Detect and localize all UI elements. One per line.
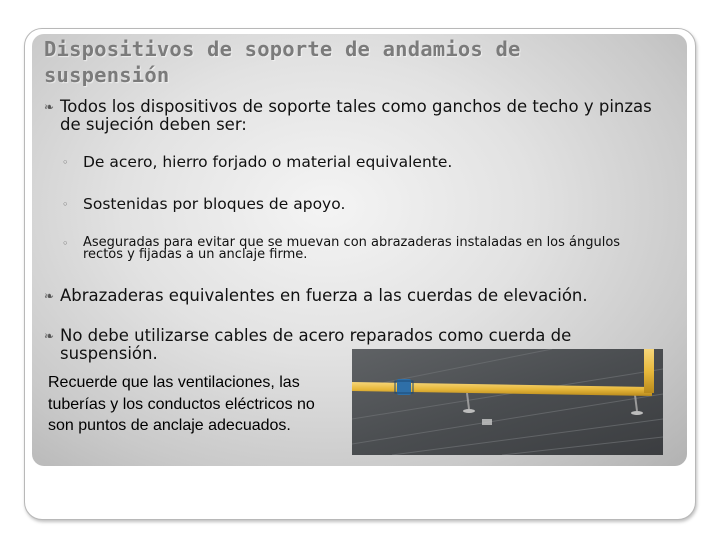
sub-bullet-marker-icon: ◦ (62, 198, 69, 211)
bullet-3-text: No debe utilizarse cables de acero reparados como cuerda de suspensión. (60, 326, 572, 363)
sub-item-3: Aseguradas para evitar que se muevan con abrazaderas instaladas en los ángulos rectos y fijadas a un anclaje firme. (83, 235, 621, 262)
sub-bullet-marker-icon: ◦ (62, 156, 69, 169)
bullet-1-text: Todos los dispositivos de soporte tales como ganchos de techo y pinzas de sujeción deben ser: (60, 97, 652, 134)
slide-title: Dispositivos de soporte de andamios de suspensión (44, 37, 521, 87)
sub-item-1: De acero, hierro forjado o material equivalente. (83, 153, 453, 171)
sub-bullet-marker-icon: ◦ (62, 237, 69, 250)
bullet-marker-icon: ❧ (44, 289, 55, 303)
note-text: Recuerde que las ventilaciones, las tuberías y los conductos eléctricos no son puntos de anclaje adecuados. (48, 374, 315, 434)
bullet-2-text: Abrazaderas equivalentes en fuerza a las cuerdas de elevación. (60, 286, 588, 305)
bullet-marker-icon: ❧ (44, 329, 55, 343)
sub-item-2: Sostenidas por bloques de apoyo. (83, 195, 346, 213)
roof-pipe-photo (352, 349, 663, 455)
bullet-marker-icon: ❧ (44, 100, 55, 114)
